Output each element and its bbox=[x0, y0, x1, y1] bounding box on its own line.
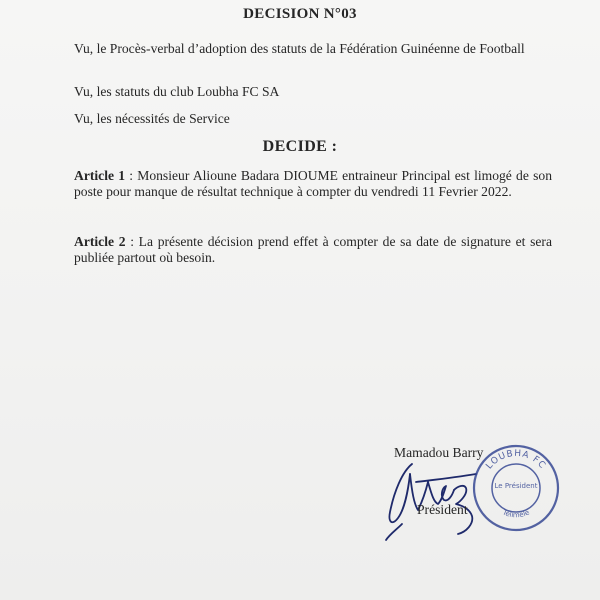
article-1-label: Article 1 bbox=[74, 168, 126, 183]
signatory-role: Président bbox=[417, 502, 468, 517]
decision-title: DECISION N°03 bbox=[243, 6, 357, 22]
vu-line-statuts-club: Vu, les statuts du club Loubha FC SA bbox=[74, 84, 280, 99]
vu-line-statuts-federation: Vu, le Procès-verbal d’adoption des statuts de la Fédération Guinéenne de Football bbox=[74, 41, 525, 56]
article-1-text: : Monsieur Alioune Badara DIOUME entraineur Principal est limogé de son poste pour manque de résultat technique à compter du vendredi 11 Fevrier 2022. bbox=[74, 168, 552, 199]
vu-line-necessites-service: Vu, les nécessités de Service bbox=[74, 111, 230, 126]
stamp-inner-text: Le Président bbox=[494, 482, 538, 490]
article-2 bbox=[74, 234, 552, 266]
signatory-name: Mamadou Barry bbox=[394, 445, 484, 460]
article-1 bbox=[74, 168, 552, 200]
stamp-club-name: LOUBHA FC bbox=[484, 448, 548, 472]
stamp-location: Télimélé bbox=[501, 508, 531, 520]
club-stamp bbox=[470, 442, 562, 534]
article-2-label: Article 2 bbox=[74, 234, 126, 249]
article-2-text: : La présente décision prend effet à compter de sa date de signature et sera publiée partout où besoin. bbox=[74, 234, 552, 265]
decide-heading: DECIDE : bbox=[262, 138, 338, 155]
